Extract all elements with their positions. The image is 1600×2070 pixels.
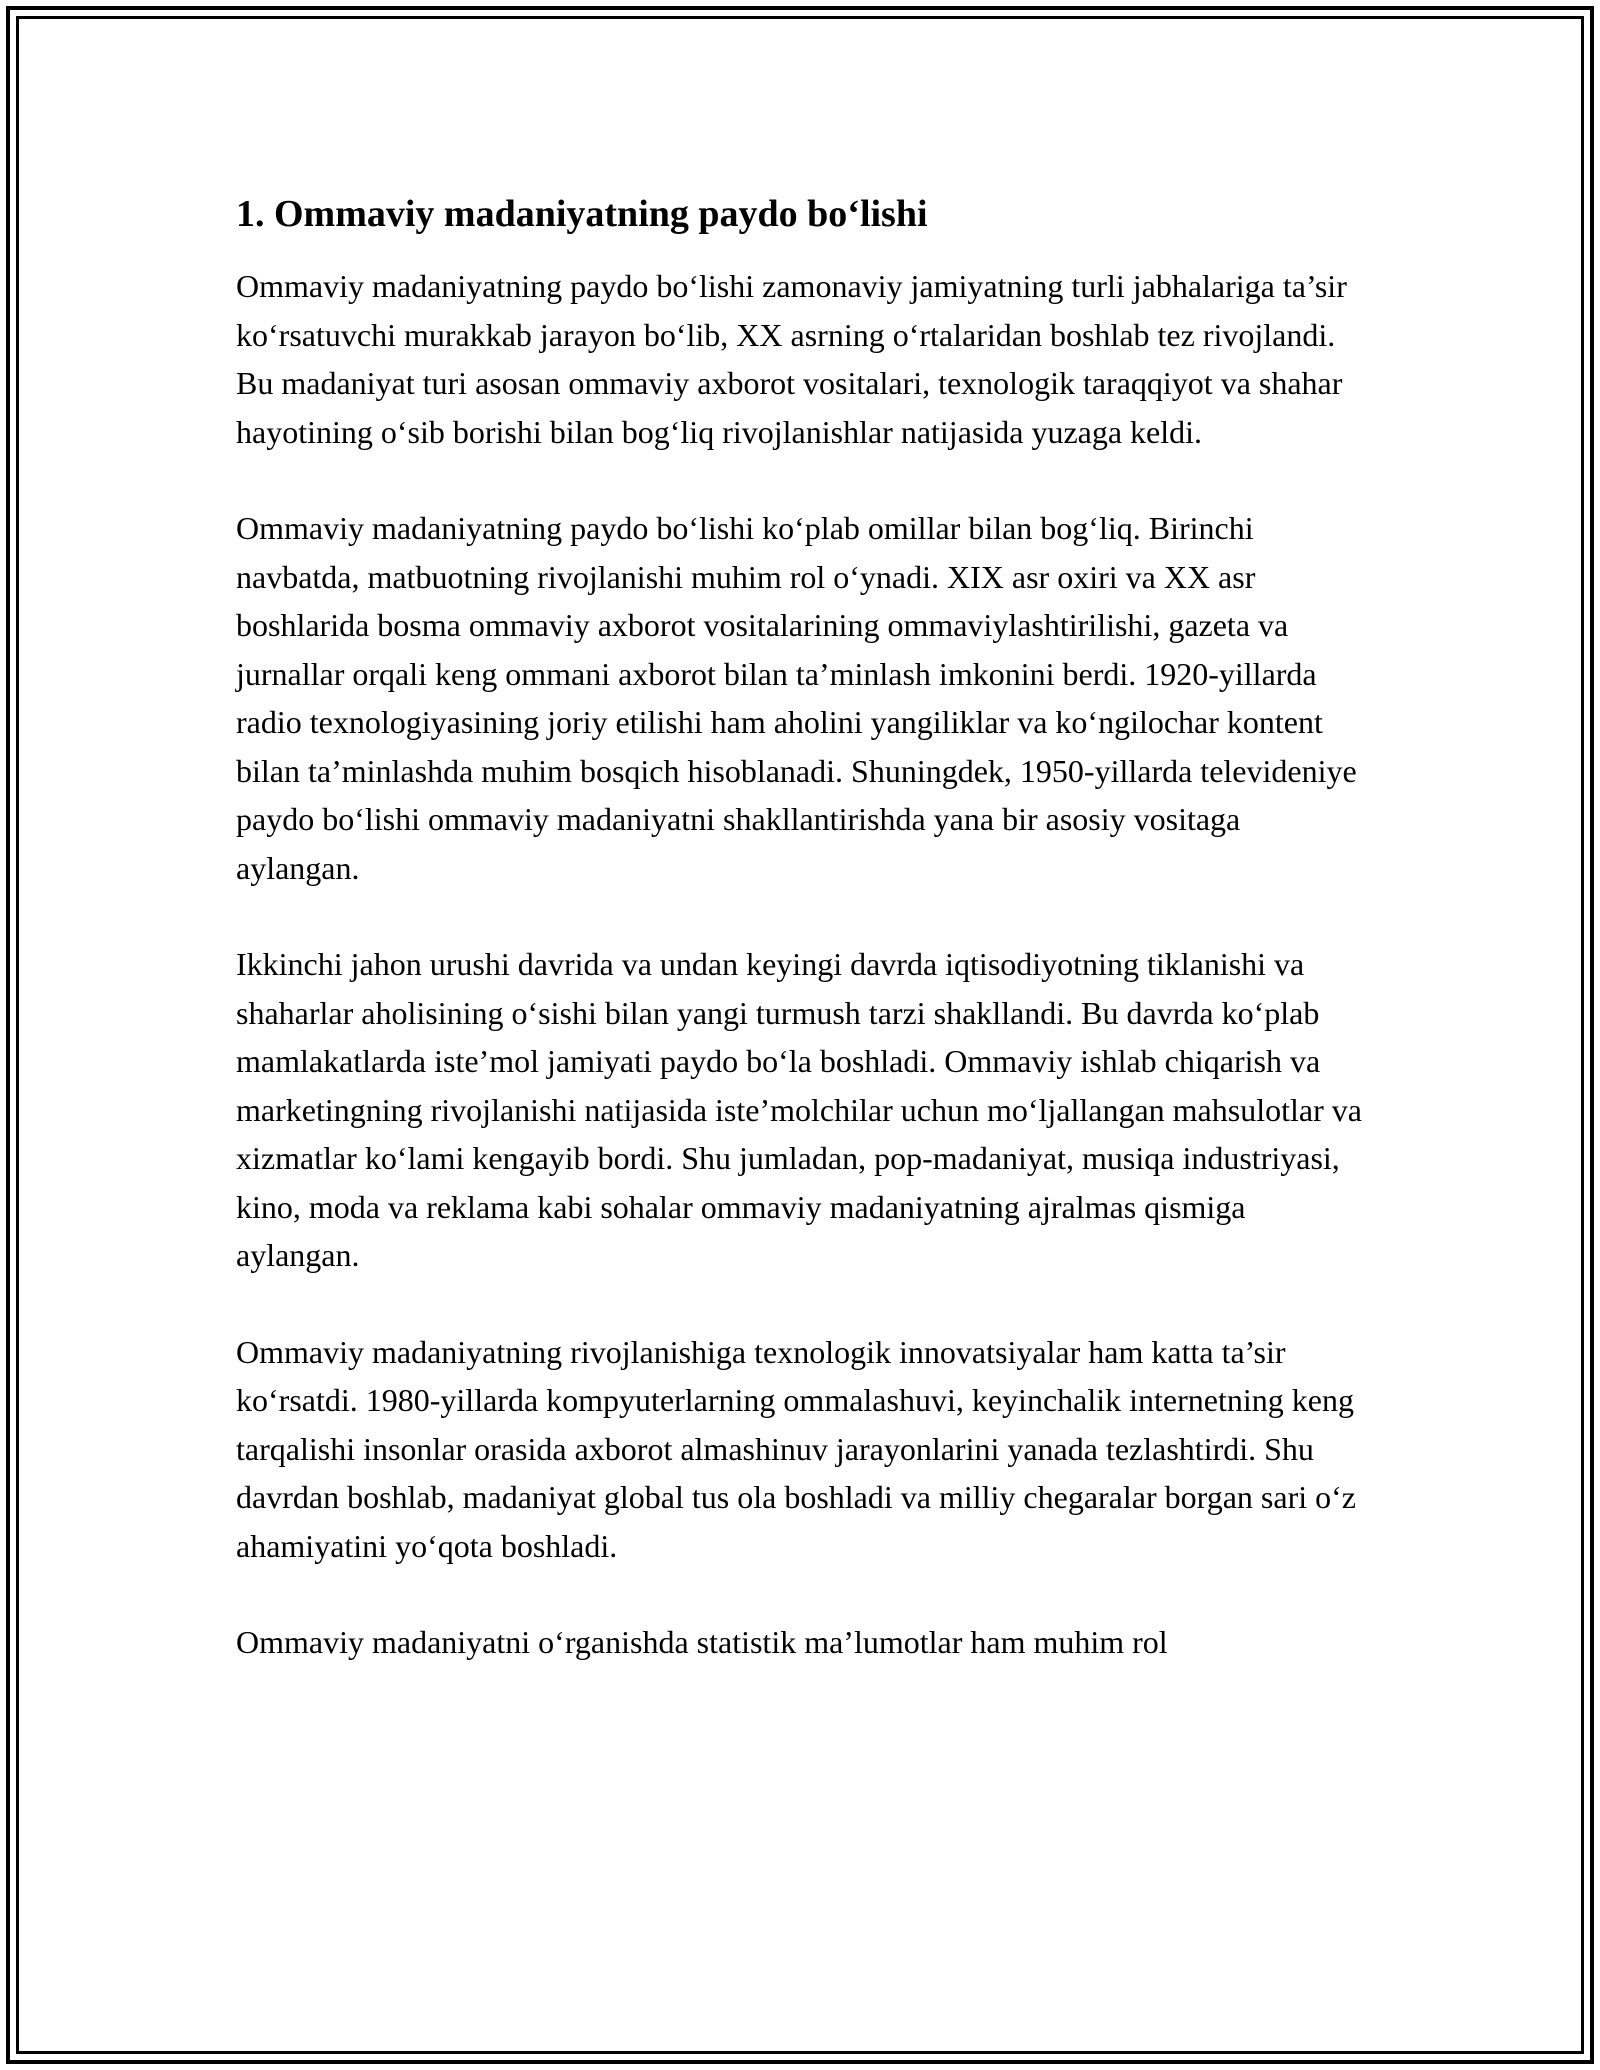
section-heading: 1. Ommaviy madaniyatning paydo bo‘lishi [236,193,928,235]
paragraph-1: Ommaviy madaniyatning paydo bo‘lishi zamonaviy jamiyatning turli jabhalariga ta’sir ko‘rsatuvchi murakkab jarayon bo‘lib, XX asrning o‘rtalaridan boshlab tez rivojlandi. Bu madaniyat turi asosan ommaviy axborot vositalari, texnologik taraqqiyot va shahar hayotining o‘sib borishi bilan bog‘liq rivojlanishlar natijasida yuzaga keldi. [236,268,1347,450]
paragraph-5: Ommaviy madaniyatni o‘rganishda statistik ma’lumotlar ham muhim rol [236,1624,1168,1660]
document-body [236,188,1366,1715]
paragraph-3: Ikkinchi jahon urushi davrida va undan keyingi davrda iqtisodiyotning tiklanishi va shaharlar aholisining o‘sishi bilan yangi turmush tarzi shakllandi. Bu davrda ko‘plab mamlakatlarda iste’mol jamiyati paydo bo‘la boshladi. Ommaviy ishlab chiqarish va marketingning rivojlanishi natijasida iste’molchilar uchun mo‘ljallangan mahsulotlar va xizmatlar ko‘lami kengayib bordi. Shu jumladan, pop-madaniyat, musiqa industriyasi, kino, moda va reklama kabi sohalar ommaviy madaniyatning ajralmas qismiga aylangan. [236,946,1362,1273]
paragraph-2: Ommaviy madaniyatning paydo bo‘lishi ko‘plab omillar bilan bog‘liq. Birinchi navbatda, matbuotning rivojlanishi muhim rol o‘ynadi. XIX asr oxiri va XX asr boshlarida bosma ommaviy axborot vositalarining ommaviylashtirilishi, gazeta va jurnallar orqali keng ommani axborot bilan ta’minlash imkonini berdi. 1920-yillarda radio texnologiyasining joriy etilishi ham aholini yangiliklar va ko‘ngilochar kontent bilan ta’minlashda muhim bosqich hisoblanadi. Shuningdek, 1950-yillarda televideniye paydo bo‘lishi ommaviy madaniyatni shakllantirishda yana bir asosiy vositaga aylangan. [236,510,1357,886]
paragraph-4: Ommaviy madaniyatning rivojlanishiga texnologik innovatsiyalar ham katta ta’sir ko‘rsatdi. 1980-yillarda kompyuterlarning ommalashuvi, keyinchalik internetning keng tarqalishi insonlar orasida axborot almashinuv jarayonlarini yanada tezlashtirdi. Shu davrdan boshlab, madaniyat global tus ola boshladi va milliy chegaralar borgan sari o‘z ahamiyatini yo‘qota boshladi. [236,1333,1356,1564]
